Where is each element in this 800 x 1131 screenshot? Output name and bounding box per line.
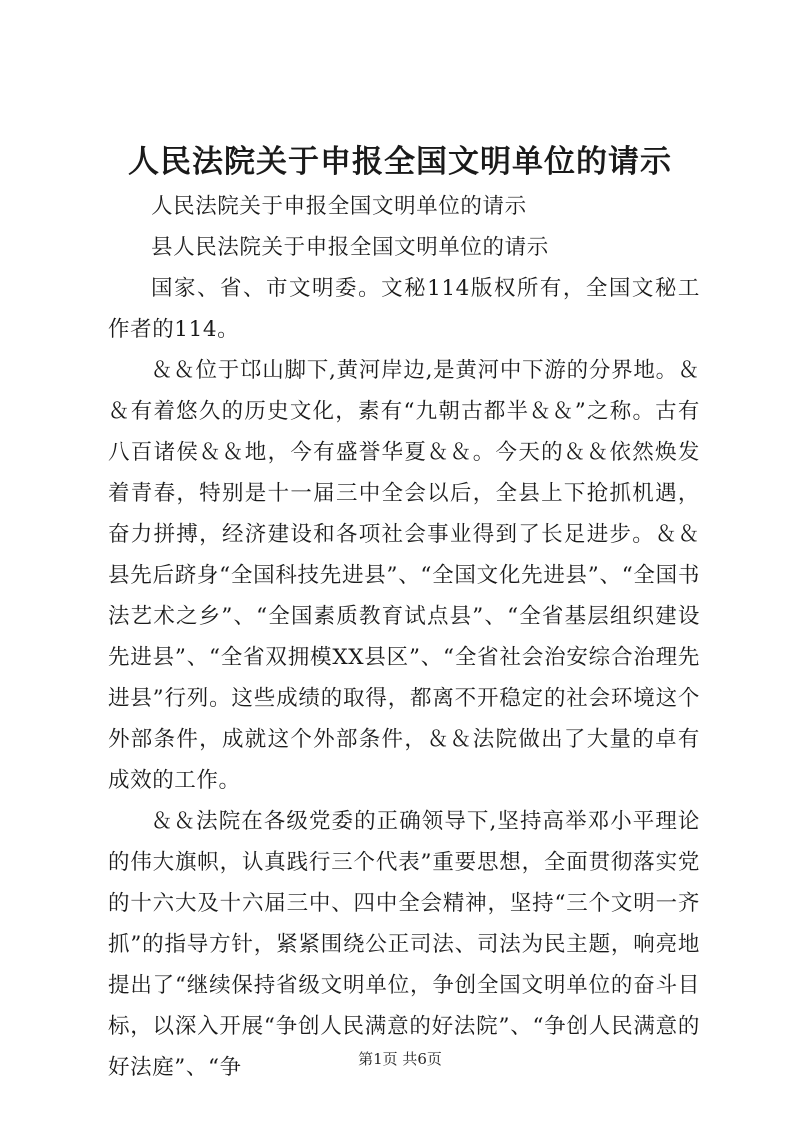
page-footer: 第1页 共6页: [358, 1050, 442, 1068]
document-title: 人民法院关于申报全国文明单位的请示: [128, 144, 672, 180]
subtitle-paragraph: 县人民法院关于申报全国文明单位的请示: [151, 235, 549, 260]
body-paragraph: ＆＆位于邙山脚下,黄河岸边,是黄河中下游的分界地。＆＆有着悠久的历史文化，素有“九朝古都半＆＆”之称。古有八百诸侯＆＆地，今有盛誉华夏＆＆。今天的＆＆依然焕发着青春，特别是十一届三中全会以后，全县上下抢抓机遇，奋力拼搏，经济建设和各项社会事业得到了长足进步。＆＆县先后跻身“全国科技先进县”、“全国文化先进县”、“全国书法艺术之乡”、“全国素质教育试点县”、“全省基层组织建设先进县”、“全省双拥模XX县区”、“全省社会治安综合治理先进县”行列。这些成绩的取得，都离不开稳定的社会环境这个外部条件，成就这个外部条件，＆＆法院做出了大量的卓有成效的工作。: [108, 358, 700, 793]
document-body: [108, 186, 700, 1088]
subtitle-paragraph: 人民法院关于申报全国文明单位的请示: [151, 194, 527, 219]
addressee-paragraph: 国家、省、市文明委。文秘114版权所有，全国文秘工作者的114。: [108, 276, 700, 342]
body-paragraph: ＆＆法院在各级党委的正确领导下,坚持高举邓小平理论的伟大旗帜，认真践行三个代表”重要思想，全面贯彻落实党的十六大及十六届三中、四中全会精神，坚持“三个文明一齐抓”的指导方针，紧紧围绕公正司法、司法为民主题，响亮地提出了“继续保持省级文明单位，争创全国文明单位的奋斗目标，以深入开展“争创人民满意的好法院”、“争创人民满意的好法庭”、“争: [108, 809, 700, 1080]
